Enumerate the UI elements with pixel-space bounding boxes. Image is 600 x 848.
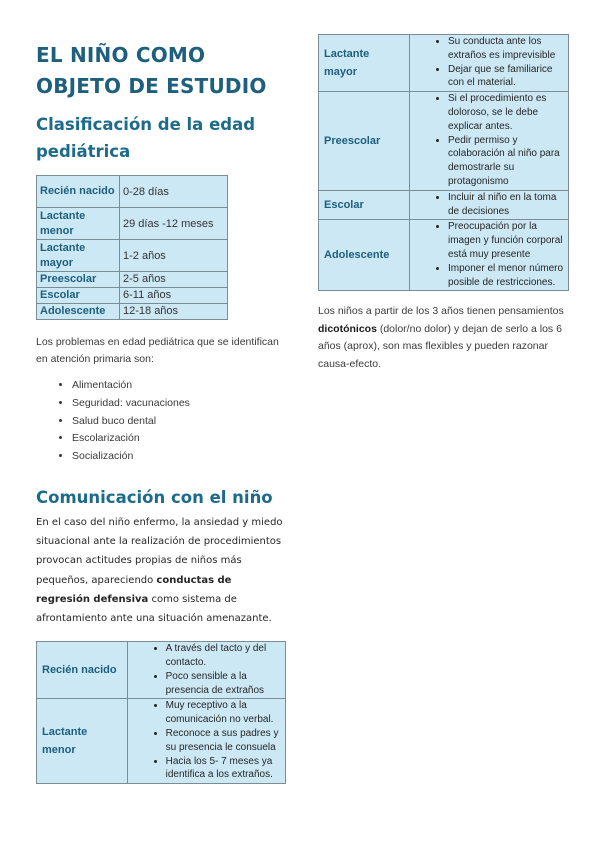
table-row — [37, 304, 228, 320]
page-title-line-2: OBJETO DE ESTUDIO — [36, 74, 267, 98]
stage-guidelines — [127, 699, 285, 784]
stage-guidelines — [410, 35, 569, 92]
table-row — [37, 272, 228, 288]
table-row — [37, 288, 228, 304]
page-title — [36, 40, 286, 102]
table-row — [37, 642, 286, 699]
age-range: 29 días -12 meses — [120, 208, 228, 240]
stage-label: Escolar — [319, 190, 410, 220]
paragraph-text-end: (dolor/no dolor) y dejan de serlo a los 6 años (aprox), son mas flexibles y pueden razonar causa-efecto. — [318, 322, 562, 370]
age-label: Recién nacido — [37, 176, 120, 208]
table-row — [37, 240, 228, 272]
paragraph-bold-term: dicotónicos — [318, 322, 377, 335]
problems-list — [36, 377, 286, 466]
stage-label: Adolescente — [319, 220, 410, 291]
list-item: • Pedir permiso y colaboración al niño para demostrarle su protagonismo — [448, 134, 566, 189]
communication-table-right — [318, 34, 569, 291]
stage-label: Recién nacido — [37, 642, 128, 699]
list-item: • Alimentación — [72, 377, 286, 395]
communication-heading: Comunicación con el niño — [36, 487, 273, 507]
stage-label: Lactante menor — [37, 699, 128, 784]
table-row — [37, 176, 228, 208]
table-row — [319, 92, 569, 191]
list-item: • Reconoce a sus padres y su presencia le consuela — [166, 727, 283, 755]
page-title-line-1: EL NIÑO COMO — [36, 43, 206, 67]
table-row — [37, 699, 286, 784]
communication-paragraph — [36, 513, 286, 628]
paragraph-bold-term: conductas de regresión defensiva — [36, 574, 232, 605]
list-item: • Hacia los 5- 7 meses ya identifica a los extraños. — [166, 755, 283, 783]
paragraph-text: Los niños a partir de los 3 años tienen pensamientos — [318, 305, 564, 318]
age-range: 1-2 años — [120, 240, 228, 272]
age-label: Preescolar — [37, 272, 120, 288]
list-item: • Socialización — [72, 448, 286, 466]
stage-label: Lactante mayor — [319, 35, 410, 92]
table-row — [319, 220, 569, 291]
age-range: 6-11 años — [120, 288, 228, 304]
age-classification-table — [36, 175, 228, 320]
paragraph-text-end: como sistema de afrontamiento ante una situación amenazante. — [36, 593, 272, 624]
list-item: • Su conducta ante los extraños es imprevisible — [448, 35, 566, 63]
table-row — [319, 35, 569, 92]
stage-guidelines — [410, 220, 569, 291]
list-item: • Preocupación por la imagen y función corporal está muy presente — [448, 220, 566, 261]
list-item: • Imponer el menor número posible de restricciones. — [448, 262, 566, 290]
list-item: • A través del tacto y del contacto. — [166, 642, 283, 670]
age-range: 12-18 años — [120, 304, 228, 320]
list-item: • Muy receptivo a la comunicación no verbal. — [166, 699, 283, 727]
left-column — [36, 40, 286, 784]
problems-intro: Los problemas en edad pediátrica que se identifican en atención primaria son: — [36, 336, 279, 365]
list-item: • Seguridad: vacunaciones — [72, 395, 286, 413]
list-item: • Salud buco dental — [72, 413, 286, 431]
age-range: 0-28 días — [120, 176, 228, 208]
classification-heading — [36, 111, 286, 165]
classification-heading-line-2: pediátrica — [36, 142, 131, 161]
right-column — [318, 34, 570, 373]
stage-guidelines — [410, 190, 569, 220]
closing-paragraph — [318, 303, 570, 373]
list-item: • Dejar que se familiarice con el material. — [448, 63, 566, 91]
list-item: • Si el procedimiento es doloroso, se le debe explicar antes. — [448, 92, 566, 133]
list-item: • Poco sensible a la presencia de extraños — [166, 670, 283, 698]
age-range: 2-5 años — [120, 272, 228, 288]
paragraph-text: En el caso del niño enfermo, la ansiedad y miedo situacional ante la realización de procedimientos provocan actitudes propias de niños más pequeños, apareciendo — [36, 516, 283, 586]
age-label: Escolar — [37, 288, 120, 304]
list-item: • Escolarización — [72, 430, 286, 448]
table-row — [37, 208, 228, 240]
communication-table-left — [36, 641, 286, 784]
age-label: Lactante menor — [37, 208, 120, 240]
list-item: • Incluir al niño en la toma de decisiones — [448, 191, 566, 219]
classification-heading-line-1: Clasificación de la edad — [36, 115, 256, 134]
age-label: Lactante mayor — [37, 240, 120, 272]
stage-guidelines — [410, 92, 569, 191]
stage-guidelines — [127, 642, 285, 699]
table-row — [319, 190, 569, 220]
age-label: Adolescente — [37, 304, 120, 320]
stage-label: Preescolar — [319, 92, 410, 191]
